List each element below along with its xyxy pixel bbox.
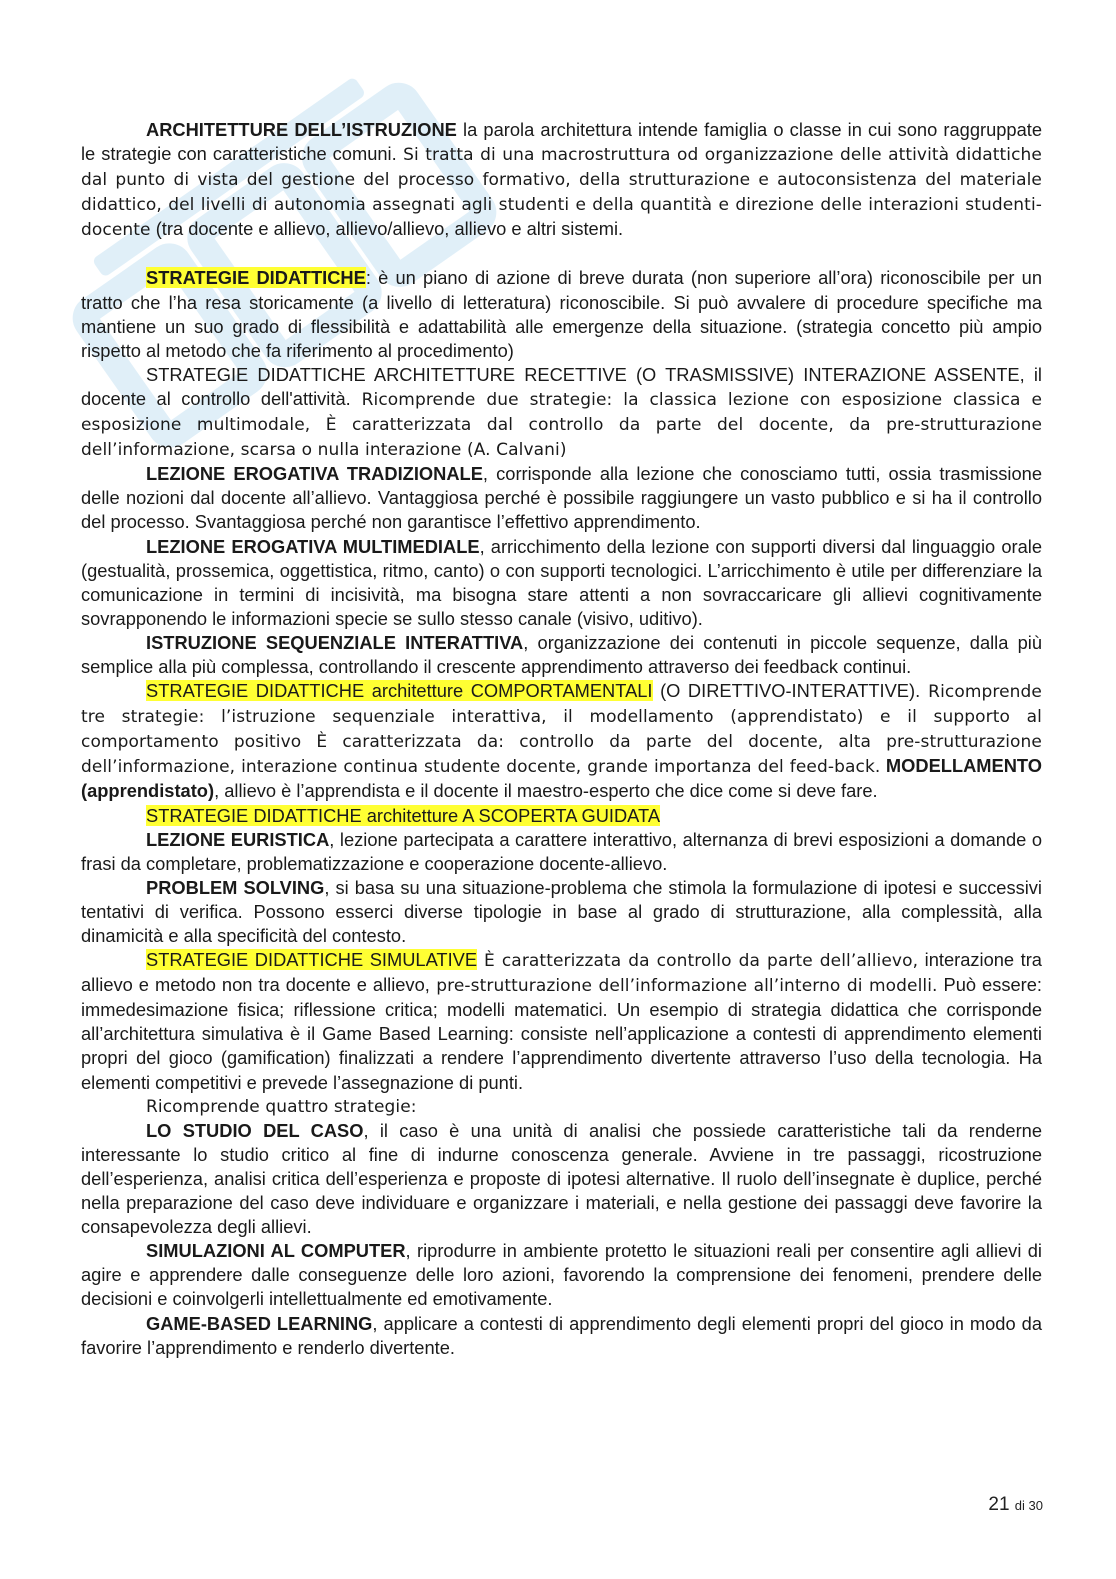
heading-game-based: GAME-BASED LEARNING <box>146 1312 373 1334</box>
heading-simulazioni-computer: SIMULAZIONI AL COMPUTER <box>146 1240 406 1262</box>
page-number-current: 21 <box>988 1494 1010 1515</box>
text-simulative-3: pre-strutturazione dell’informazione all’interno di modelli. <box>429 976 938 997</box>
paragraph-simulazioni-computer <box>81 1239 1042 1311</box>
paragraph-quattro-strategie: Ricomprende quattro strategie: <box>146 1096 417 1117</box>
paragraph-istruzione-sequenziale <box>81 631 1042 679</box>
paragraph-strategie-didattiche <box>81 266 1042 362</box>
heading-problem-solving: PROBLEM SOLVING <box>146 876 325 898</box>
paragraph-lezione-euristica <box>81 828 1042 876</box>
heading-modellamento: MODELLAMENTO (apprendistato) <box>81 755 1042 802</box>
heading-lezione-multimediale: LEZIONE EROGATIVA MULTIMEDIALE <box>146 535 480 557</box>
text-studio-caso: , il caso è una unità di analisi che possiede caratteristiche tali da renderne interessante lo studio critico al fine di indurne conoscenza generale. Avviene in tre passaggi, ricostruzione dell’esperienza, analisi critica dell’esperienza e proposte di ipotesi alternative. Il ruolo dell’insegnate è duplice, perché nella preparazione del caso deve individuare e organizzare i materiali, e nella gestione dei passaggi deve favorire la consapevolezza degli allievi. <box>81 1119 1042 1238</box>
text-game-based: , applicare a contesti di apprendimento degli elementi propri del gioco in modo da favorire l’apprendimento e renderlo divertente. <box>81 1312 1042 1358</box>
text-recettive-2: Ricomprende due strategie: la classica lezione con esposizione classica e esposizione multimodale, È caratterizzata dal controllo da parte del docente, da pre-strutturazione dell’informazione, scarsa o nulla interazione (A. Calvani) <box>81 389 1043 461</box>
paragraph-game-based <box>81 1312 1042 1360</box>
text-strategie-didattiche: : è un piano di azione di breve durata (non superiore all’ora) riconoscibile per un tratto che l’ha resa storicamente (a livello di letteratura) riconoscibile. Si può avvalere di procedure specifiche ma mantiene un suo grado di flessibilità e adattabilità alle emergenze della situazione. (strategia concetto più ampio rispetto al metodo che fa riferimento al procedimento) <box>81 267 1042 361</box>
text-simulative-1: È caratterizzata da controllo da parte dell’allievo, <box>477 951 919 972</box>
text-recettive-1: STRATEGIE DIDATTICHE ARCHITETTURE RECETTIVE (O TRASMISSIVE) INTERAZIONE ASSENTE, il docente al controllo dell'attività. <box>81 363 1042 409</box>
text-simulative-4: Può essere: immedesimazione fisica; riflessione critica; modelli matematici. Un esempio di strategia didattica che corrisponde all’architettura simulativa è il Game Based Learning: consiste nell’applicazione a contesti di apprendimento elementi propri del gioco (gamification) finalizzati a rendere l’apprendimento divertente attraverso l’uso della tecnologia. Ha elementi competitivi e prevede l’assegnazione di punti. <box>81 974 1042 1093</box>
heading-lezione-euristica: LEZIONE EURISTICA <box>146 828 330 850</box>
heading-studio-caso: LO STUDIO DEL CASO <box>146 1119 364 1141</box>
text-simulazioni-computer: , riprodurre in ambiente protetto le situazioni reali per consentire agli allievi di agire e apprendere dalle conseguenze delle loro azioni, favorendo la comprensione dei fenomeni, prendere delle decisioni e coinvolgerli intellettualmente ed emotivamente. <box>81 1240 1042 1310</box>
heading-simulative: STRATEGIE DIDATTICHE SIMULATIVE <box>146 949 478 971</box>
text-lezione-tradizionale: , corrisponde alla lezione che conosciamo tutti, ossia trasmissione delle nozioni dal docente all’allievo. Vantaggiosa perché è possibile raggiungere un vasto pubblico e si ha il controllo del processo. Svantaggiosa perché non garantisce l’effettivo apprendimento. <box>81 463 1042 533</box>
text-lezione-multimediale: , arricchimento della lezione con supporti diversi dal linguaggio orale (gestualità, prossemica, oggettistica, ritmo, canto) o con supporti tecnologici. L’arricchimento è utile per differenziare la comunicazione in termini di incisività, ma bisogna stare attenti a non sovraccaricare gli allievi cognitivamente sovrapponendo le informazioni specie se sullo stesso canale (visivo, uditivo). <box>81 535 1043 629</box>
paragraph-lezione-multimediale <box>81 535 1042 631</box>
heading-comportamentali: STRATEGIE DIDATTICHE architetture COMPORTAMENTALI <box>146 680 653 702</box>
text-comportamentali-1: (O DIRETTIVO-INTERATTIVE). <box>652 680 921 702</box>
paragraph-problem-solving <box>81 876 1042 948</box>
heading-istruzione-sequenziale: ISTRUZIONE SEQUENZIALE INTERATTIVA <box>146 631 524 653</box>
heading-architetture: ARCHITETTURE DELL’ISTRUZIONE <box>146 119 457 140</box>
text-simulative-2: interazione tra allievo e metodo non tra docente e allievo, <box>81 949 1042 996</box>
text-lezione-euristica: , lezione partecipata a carattere interattivo, alternanza di brevi esposizioni a domande o frasi da completare, problematizzazione e cooperazione docente-allievo. <box>81 828 1042 874</box>
text-comportamentali-2: Ricomprende tre strategie: l’istruzione sequenziale interattiva, il modellamento (apprendistato) e il supporto al comportamento positivo È caratterizzata da: controllo da parte del docente, alta pre-strutturazione dell’informazione, interazione continua studente docente, grande importanza del feed-back. <box>81 682 1042 778</box>
paragraph-recettive <box>81 363 1042 462</box>
paragraph-studio-caso <box>81 1119 1042 1239</box>
paragraph-comportamentali <box>81 679 1042 803</box>
text-architetture-1: la parola architettura intende famiglia o classe in cui sono raggruppate le strategie con caratteristiche comuni. <box>81 119 1043 165</box>
heading-strategie-didattiche: STRATEGIE DIDATTICHE <box>146 267 366 289</box>
document-body <box>81 118 1042 1360</box>
text-modellamento: , allievo è l’apprendista e il docente il maestro-esperto che dice come si deve fare. <box>214 780 878 802</box>
text-architetture-2: Si tratta di una macrostruttura od organizzazione delle attività didattiche dal punto di vista del gestione del processo formativo, della strutturazione e autoconsistenza del materiale didattico, del livelli di autonomia assegnati agli studenti e della quantità e direzione delle interazioni studenti-docente <box>81 145 1042 241</box>
paragraph-architetture <box>81 118 1042 242</box>
paragraph-scoperta-guidata <box>81 804 1042 828</box>
heading-lezione-tradizionale: LEZIONE EROGATIVA TRADIZIONALE <box>146 463 483 485</box>
text-problem-solving: , si basa su una situazione-problema che stimola la formulazione di ipotesi e successivi tentativi di verifica. Possono esserci diverse tipologie in base al grado di strutturazione, alla complessità, alla dinamicità e alla specificità del contesto. <box>81 876 1042 946</box>
text-istruzione-sequenziale: , organizzazione dei contenuti in piccole sequenze, dalla più semplice alla più complessa, controllando il crescente apprendimento attraverso dei feedback continui. <box>81 631 1042 677</box>
paragraph-simulative <box>81 948 1042 1095</box>
page-number <box>988 1494 1043 1516</box>
heading-scoperta-guidata: STRATEGIE DIDATTICHE architetture A SCOPERTA GUIDATA <box>146 804 661 826</box>
text-architetture-3: (tra docente e allievo, allievo/allievo, allievo e altri sistemi. <box>150 218 624 240</box>
page-number-total: di 30 <box>1014 1498 1043 1513</box>
paragraph-lezione-tradizionale <box>81 462 1042 534</box>
